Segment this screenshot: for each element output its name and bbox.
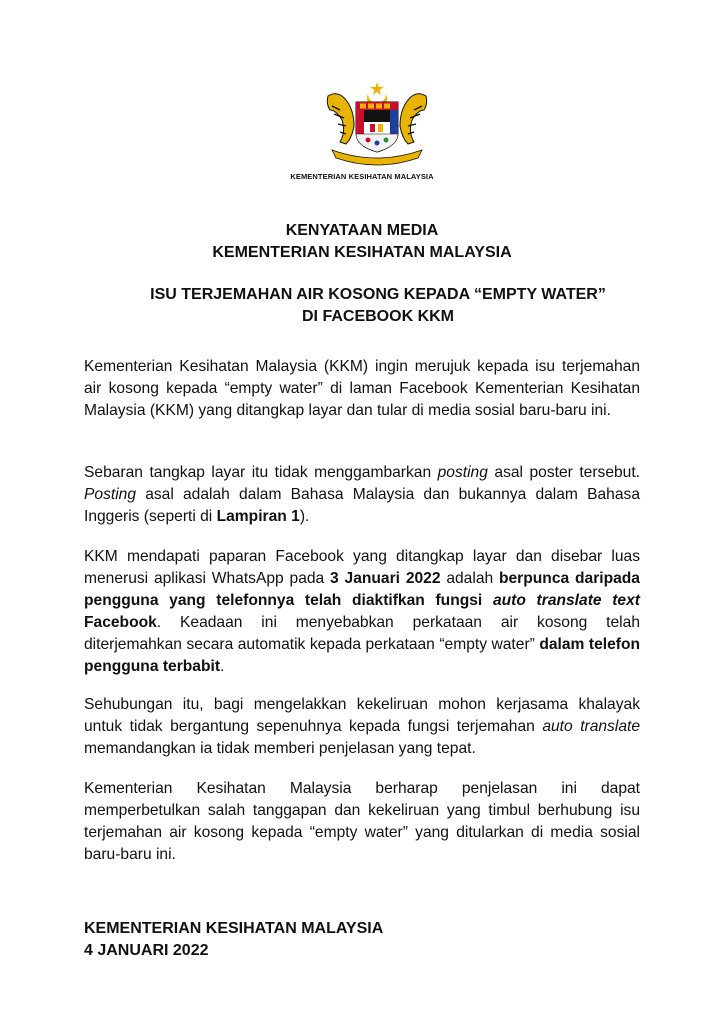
signature-org: KEMENTERIAN KESIHATAN MALAYSIA (84, 920, 384, 937)
paragraph-4 (84, 694, 640, 760)
paragraph-5 (84, 778, 640, 866)
signature-block (84, 918, 383, 962)
title-line-2: KEMENTERIAN KESIHATAN MALAYSIA (212, 244, 512, 261)
subject-line-1: ISU TERJEMAHAN AIR KOSONG KEPADA “EMPTY WATER” (150, 286, 606, 303)
paragraph-2-text: Sebaran tangkap layar itu tidak menggambarkan posting asal poster tersebut. Posting asal adalah dalam Bahasa Malaysia dan bukannya dalam Bahasa Inggeris (seperti di Lampiran 1). (84, 464, 640, 525)
paragraph-3-text: KKM mendapati paparan Facebook yang ditangkap layar dan disebar luas menerusi aplikasi WhatsApp pada 3 Januari 2022 adalah berpunca daripada pengguna yang telefonnya telah diaktifkan fungsi auto translate text Facebook. Keadaan ini menyebabkan perkataan air kosong telah diterjemahkan secara automatik kepada perkataan “empty water” dalam telefon pengguna terbabit. (84, 548, 641, 675)
paragraph-1 (84, 356, 640, 422)
paragraph-2 (84, 462, 640, 528)
signature-date: 4 JANUARI 2022 (84, 942, 209, 959)
paragraph-3 (84, 546, 640, 678)
paragraph-1-text: Kementerian Kesihatan Malaysia (KKM) ingin merujuk kepada isu terjemahan air kosong kepada “empty water” di laman Facebook Kementerian Kesihatan Malaysia (KKM) yang ditangkap layar dan tular di media sosial baru-baru ini. (84, 358, 640, 419)
paragraph-4-text: Sehubungan itu, bagi mengelakkan kekeliruan mohon kerjasama khalayak untuk tidak bergantung sepenuhnya kepada fungsi terjemahan auto translate memandangkan ia tidak memberi penjelasan yang tepat. (84, 696, 640, 757)
subject-title (0, 284, 724, 328)
title-line-1: KENYATAAN MEDIA (285, 222, 439, 239)
coat-of-arms-icon (318, 80, 436, 170)
paragraph-5-text: Kementerian Kesihatan Malaysia berharap penjelasan ini dapat memperbetulkan salah tanggapan dan kekeliruan yang timbul berhubung isu terjemahan air kosong kepada “empty water” yang ditularkan di media sosial baru-baru ini. (84, 780, 640, 863)
subject-line-2: DI FACEBOOK KKM (302, 308, 454, 325)
ministry-header-small: KEMENTERIAN KESIHATAN MALAYSIA (290, 172, 434, 181)
press-release-title (0, 220, 724, 264)
